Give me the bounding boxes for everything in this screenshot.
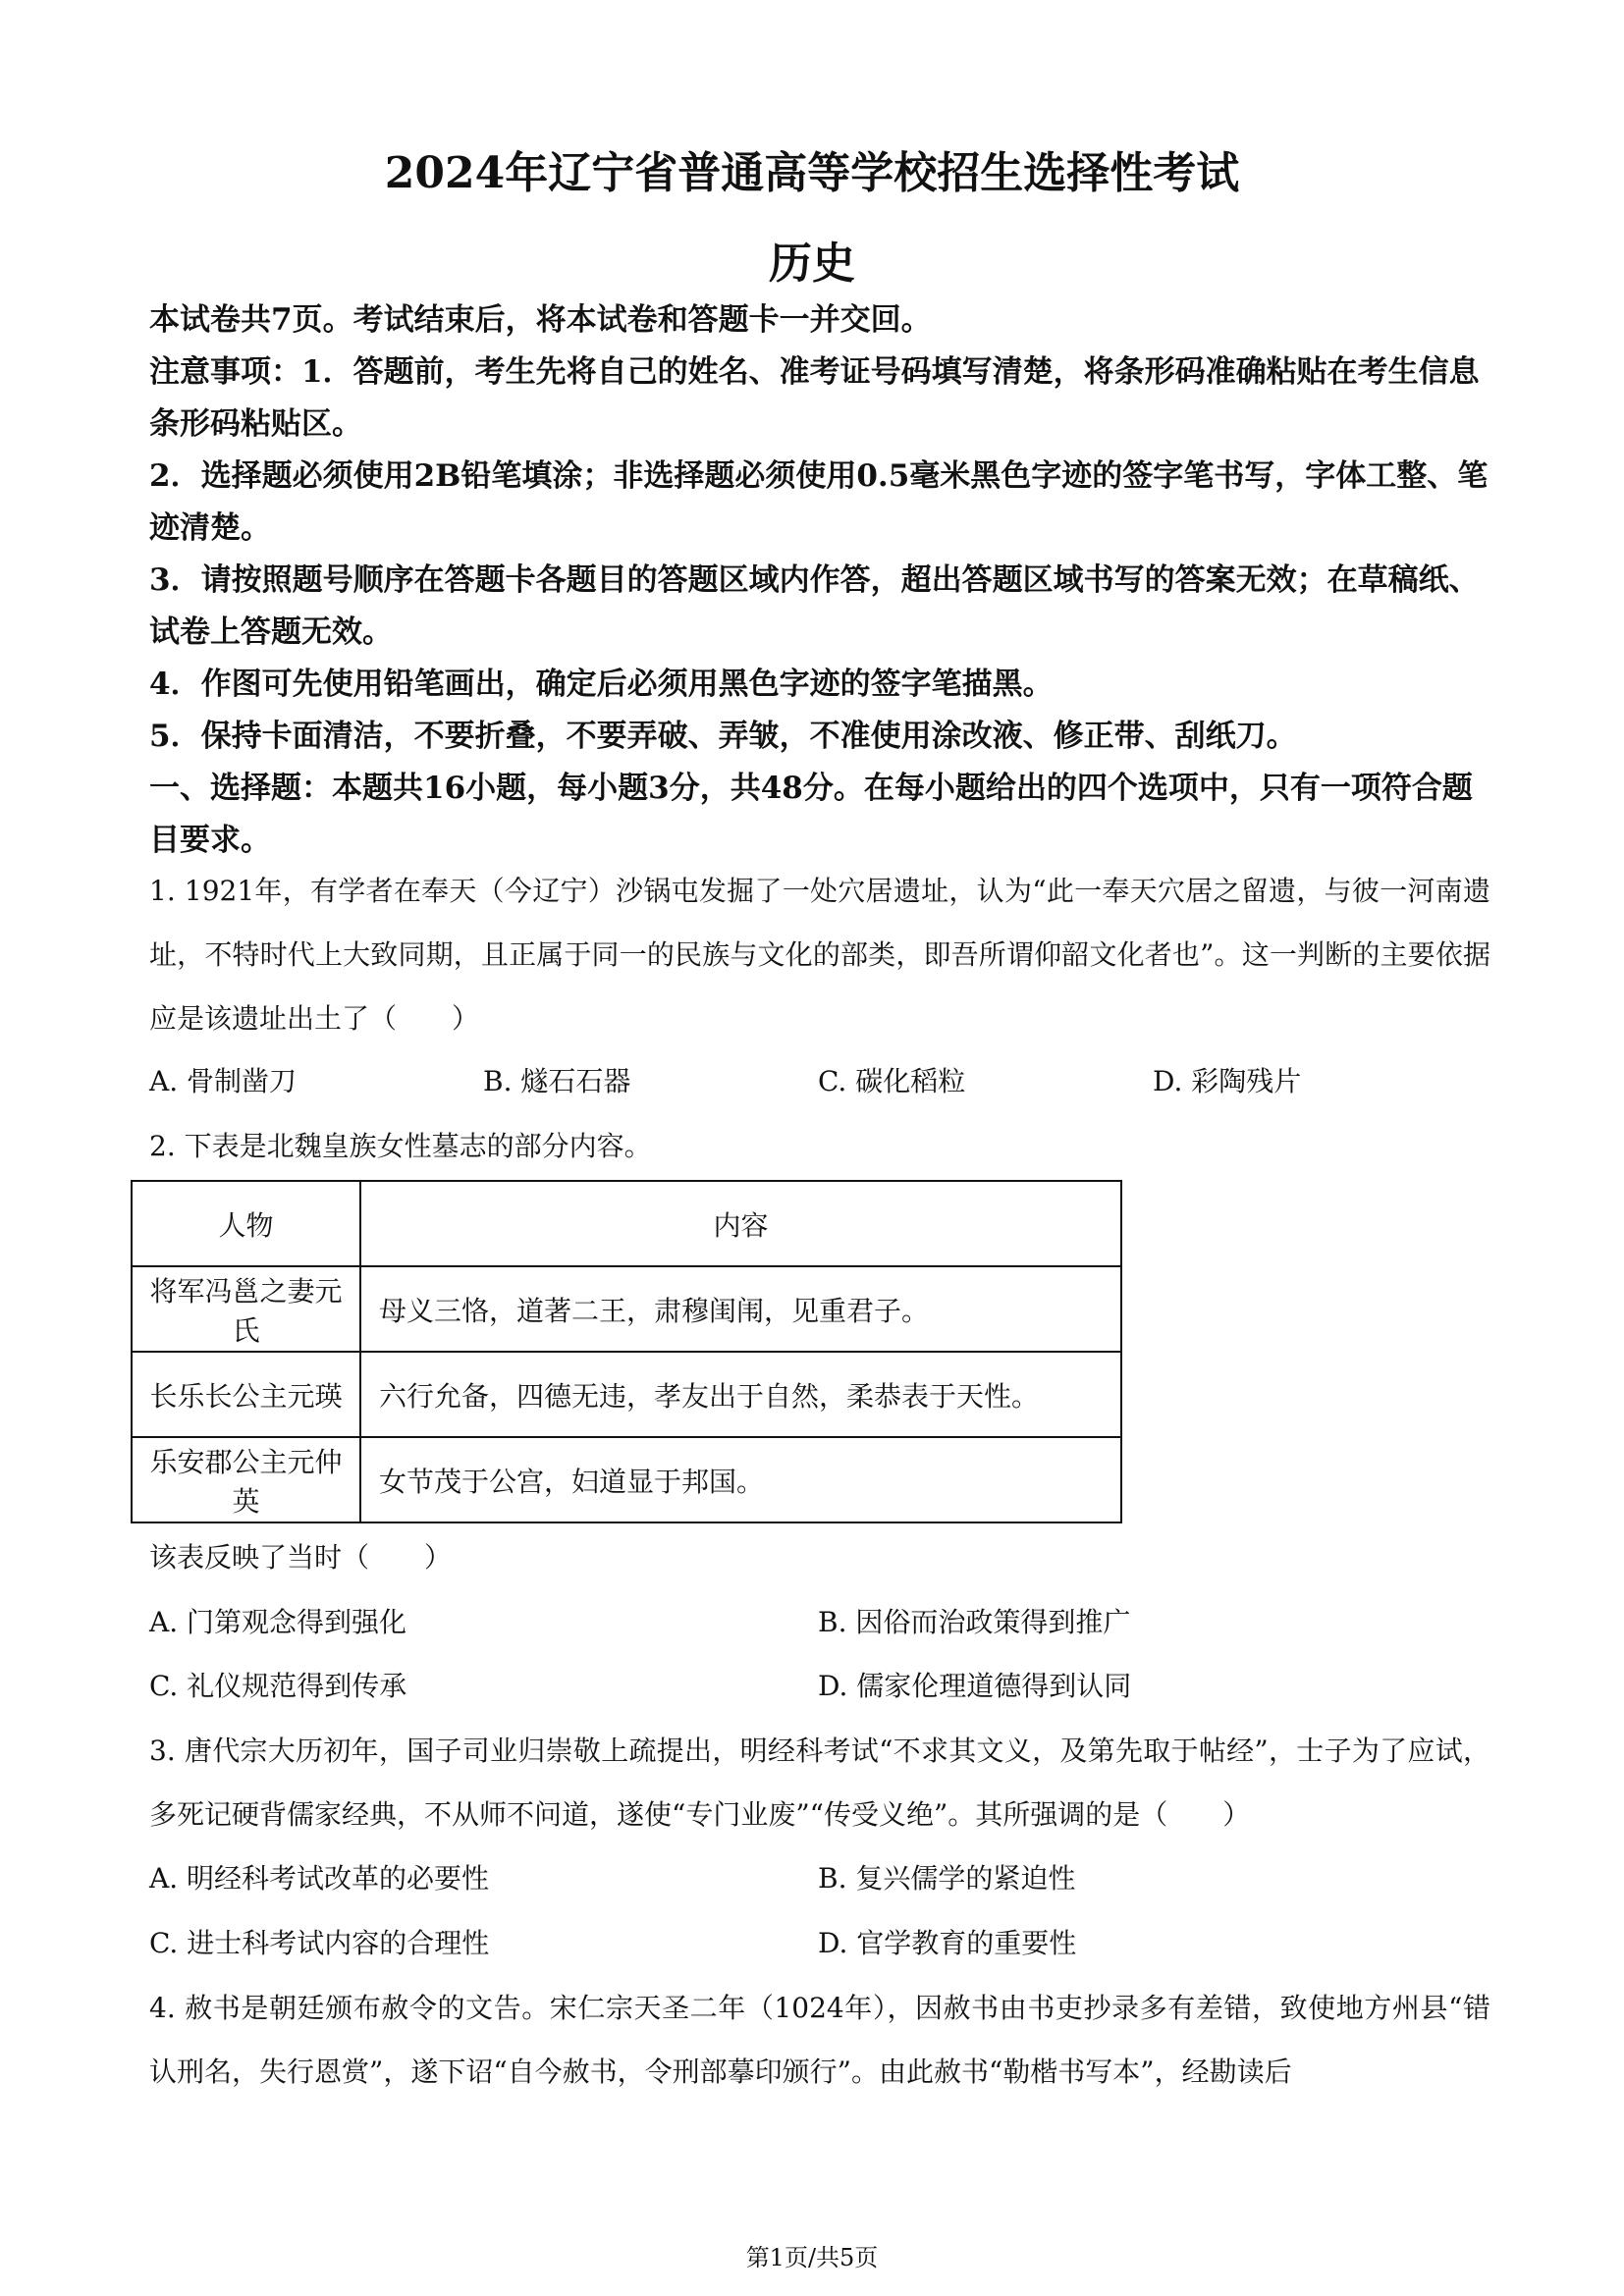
question-3-option-d: D. 官学教育的重要性: [818, 1927, 1077, 1959]
page-number-footer: 第1页/共5页: [745, 2244, 879, 2271]
note-item-4: 4．作图可先使用铅笔画出，确定后必须用黑色字迹的签字笔描黑。: [149, 667, 1054, 702]
table-cell-content: 母义三恪，道著二王，肃穆闺闱，见重君子。: [360, 1266, 1121, 1352]
question-1-option-c: C. 碳化稻粒: [818, 1065, 966, 1097]
question-1-option-d: D. 彩陶残片: [1153, 1065, 1302, 1097]
table-cell-content: 女节茂于公宫，妇道显于邦国。: [360, 1437, 1121, 1522]
note-page-count: 本试卷共7页。考试结束后，将本试卷和答题卡一并交回。: [149, 302, 932, 338]
table-row: [132, 1437, 1121, 1522]
question-1-option-b: B. 燧石石器: [483, 1065, 631, 1097]
note-item-3: 3．请按照题号顺序在答题卡各题目的答题区域内作答，超出答题区域书写的答案无效；在草稿纸、试卷上答题无效。: [149, 562, 1480, 650]
tomb-inscription-table: [131, 1180, 1122, 1523]
table-header-content: 内容: [360, 1181, 1121, 1266]
question-2-option-b: B. 因俗而治政策得到推广: [818, 1606, 1131, 1638]
note-item-2: 2．选择题必须使用2B铅笔填涂；非选择题必须使用0.5毫米黑色字迹的签字笔书写，字体工整、笔迹清楚。: [149, 458, 1489, 546]
question-1-text: 1. 1921年，有学者在奉天（今辽宁）沙锅屯发掘了一处穴居遗址，认为“此一奉天穴居之留遗，与彼一河南遗址，不特时代上大致同期，且正属于同一的民族与文化的部类，即吾所谓仰韶文化者也”。这一判断的主要依据应是该遗址出土了（ ）: [149, 875, 1490, 1035]
question-3-option-c: C. 进士科考试内容的合理性: [149, 1927, 490, 1959]
table-header-row: [132, 1181, 1121, 1266]
question-4-text: 4. 赦书是朝廷颁布赦令的文告。宋仁宗天圣二年（1024年），因赦书由书吏抄录多有差错，致使地方州县“错认刑名，失行恩赏”，遂下诏“自今赦书，令刑部摹印颁行”。由此赦书“勒楷书写本”，经勘读后: [149, 1992, 1490, 2088]
note-item-1: 注意事项：1．答题前，考生先将自己的姓名、准考证号码填写清楚，将条形码准确粘贴在考生信息条形码粘贴区。: [149, 354, 1480, 442]
question-3-text: 3. 唐代宗大历初年，国子司业归崇敬上疏提出，明经科考试“不求其文义，及第先取于帖经”，士子为了应试，多死记硬背儒家经典，不从师不问道，遂使“专门业废”“传受义绝”。其所强调的是（ ）: [149, 1735, 1490, 1831]
note-item-5: 5．保持卡面清洁，不要折叠，不要弄破、弄皱，不准使用涂改液、修正带、刮纸刀。: [149, 719, 1297, 754]
table-row: [132, 1266, 1121, 1352]
question-2-option-c: C. 礼仪规范得到传承: [149, 1670, 407, 1702]
question-2-intro: 2. 下表是北魏皇族女性墓志的部分内容。: [149, 1130, 652, 1162]
table-cell-person: 长乐长公主元瑛: [132, 1352, 360, 1437]
question-3-option-a: A. 明经科考试改革的必要性: [149, 1862, 490, 1895]
subject-title: 历史: [769, 239, 855, 289]
table-cell-person: 乐安郡公主元仲英: [132, 1437, 360, 1522]
exam-title: 2024年辽宁省普通高等学校招生选择性考试: [384, 148, 1240, 198]
section-instructions: 一、选择题：本题共16小题，每小题3分，共48分。在每小题给出的四个选项中，只有一项符合题目要求。: [149, 771, 1473, 858]
exam-notes: [149, 294, 1490, 867]
question-2-option-d: D. 儒家伦理道德得到认同: [818, 1670, 1132, 1702]
table-cell-content: 六行允备，四德无违，孝友出于自然，柔恭表于天性。: [360, 1352, 1121, 1437]
table-row: [132, 1352, 1121, 1437]
table-cell-person: 将军冯邕之妻元氏: [132, 1266, 360, 1352]
question-1-option-a: A. 骨制凿刀: [149, 1065, 298, 1097]
table-header-person: 人物: [132, 1181, 360, 1266]
question-2-stem: 该表反映了当时（ ）: [149, 1541, 453, 1574]
question-3-option-b: B. 复兴儒学的紧迫性: [818, 1862, 1076, 1895]
question-2-option-a: A. 门第观念得到强化: [149, 1606, 407, 1638]
